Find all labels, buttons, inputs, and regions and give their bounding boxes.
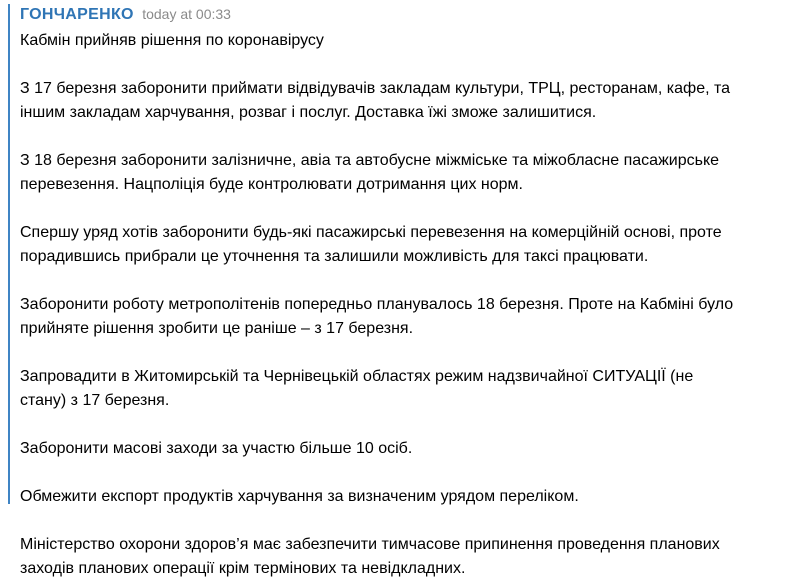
- paragraph-line: перевезення. Нацполіція буде контролювати дотримання цих норм.: [20, 176, 523, 193]
- message-paragraph: [20, 533, 790, 581]
- paragraph-line: Обмежити експорт продуктів харчування за визначеним урядом переліком.: [20, 488, 579, 505]
- message-timestamp: today at 00:33: [142, 6, 231, 22]
- message-paragraph: [20, 77, 790, 125]
- message-paragraph: [20, 221, 790, 269]
- paragraph-line: Заборонити масові заходи за участю більше 10 осіб.: [20, 440, 413, 457]
- paragraph-line: З 17 березня заборонити приймати відвідувачів закладам культури, ТРЦ, ресторанам, кафе, та: [20, 80, 731, 97]
- message-header: [20, 4, 231, 25]
- paragraph-line: Запровадити в Житомирській та Чернівецькій областях режим надзвичайної СИТУАЦІЇ (не: [20, 368, 694, 385]
- paragraph-line: Міністерство охорони здоров’я має забезпечити тимчасове припинення проведення планових: [20, 536, 720, 553]
- message-paragraph: [20, 149, 790, 197]
- paragraph-line: Заборонити роботу метрополітенів попередньо планувалось 18 березня. Проте на Кабміні було: [20, 296, 734, 313]
- message-paragraph: [20, 293, 790, 341]
- paragraph-line: іншим закладам харчування, розваг і послуг. Доставка їжі зможе залишитися.: [20, 104, 597, 121]
- message-headline: [20, 29, 790, 53]
- message-paragraph: [20, 437, 790, 461]
- quote-accent-bar: [8, 4, 10, 504]
- paragraph-line: прийняте рішення зробити це раніше – з 17 березня.: [20, 320, 414, 337]
- author-name[interactable]: ГОНЧАРЕНКО: [20, 6, 134, 23]
- paragraph-line: заходів планових операції крім термінових та невідкладних.: [20, 560, 466, 577]
- message-paragraph: [20, 485, 790, 509]
- message-body: [20, 29, 790, 581]
- paragraph-line: стану) з 17 березня.: [20, 392, 170, 409]
- paragraph-line: порадившись прибрали це уточнення та залишили можливість для таксі працювати.: [20, 248, 649, 265]
- paragraph-line: Спершу уряд хотів заборонити будь-які пасажирські перевезення на комерційній основі, проте: [20, 224, 722, 241]
- message-paragraph: [20, 365, 790, 413]
- paragraph-line: З 18 березня заборонити залізничне, авіа та автобусне міжміське та міжобласне пасажирське: [20, 152, 720, 169]
- headline-text: Кабмін прийняв рішення по коронавірусу: [20, 32, 324, 49]
